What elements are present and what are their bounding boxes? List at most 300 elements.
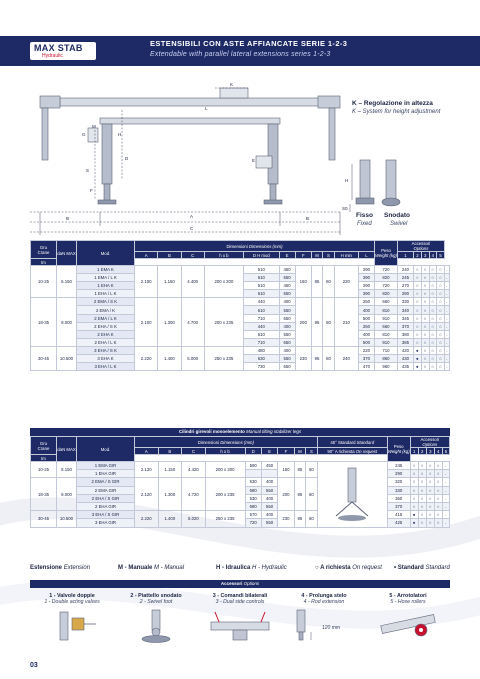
cell-m: 85	[311, 266, 322, 298]
cell-acc: ○	[414, 290, 422, 298]
cell-acc: ○	[410, 502, 418, 510]
cell-acc: .	[446, 315, 448, 321]
th2-acc-col: 3	[426, 448, 434, 455]
cell-f: 160	[295, 266, 311, 298]
th2-acc-col: 2	[418, 448, 426, 455]
label-m: M	[92, 124, 96, 129]
cell-peso: 420	[397, 346, 413, 354]
cell-acc: ○	[421, 314, 429, 322]
label-l: L	[205, 106, 208, 111]
cell-acc: .	[446, 299, 448, 305]
cell-l: 960	[375, 363, 398, 371]
th-acc: Accessori Options	[397, 241, 444, 252]
logo-sub-text: Hydraulic	[42, 53, 63, 59]
cell-l: 720	[375, 266, 398, 274]
th2-col: B	[158, 448, 182, 455]
cell-peso: 380	[397, 330, 413, 338]
cell-e: 550	[261, 519, 277, 527]
cell-d: 440	[244, 322, 279, 330]
cell-acc: ○	[434, 502, 442, 510]
section-stripe: Cilindri girevoli monoelemento Manual tilting stabilizer legs	[30, 428, 450, 436]
cell-peso: 435	[397, 363, 413, 371]
label-k: K	[230, 82, 234, 87]
cell-acc: ○	[421, 298, 429, 306]
cell-acc: ○	[437, 330, 445, 338]
cell-acc: ○	[426, 470, 434, 478]
th-col: A	[135, 252, 158, 259]
cell-hmin: 500	[358, 338, 374, 346]
th-mod: Mod.	[77, 241, 135, 266]
cell-e: 400	[279, 322, 295, 330]
cell-peso: 370	[387, 502, 410, 510]
cell-model: 2 EHA GIR	[77, 502, 135, 510]
cell-peso: 270	[397, 282, 413, 290]
legend	[30, 563, 450, 575]
cell-acc: ○	[437, 274, 445, 282]
cell-acc: .	[446, 347, 448, 353]
th2-acc-col: 1	[410, 448, 418, 455]
cell-acc: .	[446, 275, 448, 281]
cell-hmin: 400	[358, 330, 374, 338]
cell-acc: ○	[414, 298, 422, 306]
cell-peso: 425	[387, 519, 410, 527]
cell-peso: 245	[397, 274, 413, 282]
cell-acc: ○	[421, 290, 429, 298]
cell-peso: 415	[387, 511, 410, 519]
cell-dan: 6.150	[57, 266, 77, 298]
cell-d	[245, 470, 261, 478]
cell-d: 610	[244, 290, 279, 298]
th2-acc-col: 4	[434, 448, 442, 455]
accessory-3-en: 3 - Dual side controls	[215, 599, 265, 605]
swivel-leg-icon	[322, 464, 382, 524]
th-gru: Gru Crane	[31, 241, 57, 259]
cell-a: 2.100	[135, 266, 158, 298]
cell-acc: .	[442, 478, 449, 486]
th-col: H min	[334, 252, 358, 259]
cell-e: 650	[279, 314, 295, 322]
cell-acc: .	[446, 283, 448, 289]
cell-l: 660	[375, 298, 398, 306]
th2-col: S	[306, 448, 318, 455]
cell-e: 550	[261, 502, 277, 510]
cell-d: 570	[245, 511, 261, 519]
th-col: L	[358, 252, 374, 259]
cell-d: 510	[244, 282, 279, 290]
th2-std: 45° Standard Standard	[317, 437, 387, 448]
th-col: h x b	[204, 252, 243, 259]
page-number: 03	[30, 662, 38, 669]
cell-acc: .	[442, 494, 449, 502]
table-row	[31, 511, 450, 519]
page-subtitle: Extendable with parallel lateral extensions series 1-2-3	[150, 51, 331, 58]
label-s0: S0	[342, 206, 348, 211]
swivel-foot-icon	[126, 608, 186, 644]
accessory-5-it: 5 - Arrotolatori	[389, 593, 427, 599]
cell-l: 720	[375, 282, 398, 290]
cell-acc: ○	[429, 322, 437, 330]
cell-l: 910	[375, 338, 398, 346]
label-f: F	[90, 188, 93, 193]
cell-c: 4.420	[182, 462, 206, 478]
cell-peso: 290	[387, 470, 410, 478]
cell-peso: 385	[397, 338, 413, 346]
cell-hmin: 500	[358, 314, 374, 322]
cell-d: 480	[244, 346, 279, 354]
accessories-header: Accessori Options	[30, 580, 450, 588]
accessory-valves	[30, 591, 114, 657]
cell-acc: .	[446, 307, 448, 313]
cell-acc: ○	[421, 266, 429, 274]
cell-acc: ○	[414, 282, 422, 290]
cell-acc: ○	[429, 355, 437, 363]
th2-col: h x b	[205, 448, 245, 455]
cell-l: 860	[375, 355, 398, 363]
valves-icon	[42, 608, 102, 644]
accessory-swivel-foot	[114, 591, 198, 657]
cell-f: 230	[278, 511, 294, 527]
cell-e: 450	[279, 282, 295, 290]
cell-d: 680	[245, 486, 261, 494]
cell-model: 2 EHA K	[77, 330, 135, 338]
cell-e	[261, 470, 277, 478]
cell-acc: ○	[434, 511, 442, 519]
cell-acc: ○	[421, 306, 429, 314]
th-col: E	[279, 252, 295, 259]
th-acc-col: 1	[397, 252, 413, 259]
cell-e: 400	[279, 346, 295, 354]
cell-hb: 200 x 200	[205, 462, 245, 478]
accessory-2-en: 2 - Swivel foot	[139, 599, 173, 605]
cell-acc: .	[442, 519, 449, 527]
cell-peso: 330	[397, 298, 413, 306]
cell-s: 60	[323, 298, 334, 347]
th2-req	[317, 448, 387, 455]
snodato-label-en: Swivel	[390, 221, 408, 227]
cell-model: 2 EHA / S GIR	[77, 494, 135, 502]
cell-l: 910	[375, 314, 398, 322]
cell-model: 1 EMA GIR	[77, 462, 135, 470]
cell-d: 710	[244, 314, 279, 322]
cell-model: 2 EMA / S K	[77, 298, 135, 306]
cell-d: 720	[245, 519, 261, 527]
cell-hmin: 400	[358, 306, 374, 314]
legend-on-request: ○ A richiesta On request	[315, 565, 382, 571]
cell-peso: 320	[387, 478, 410, 486]
table-row	[31, 266, 450, 274]
cell-m: 95	[294, 511, 306, 527]
cell-model: 1 EMA K	[77, 266, 135, 274]
label-e: E	[252, 158, 256, 163]
page-title: ESTENSIBILI CON ASTE AFFIANCATE SERIE 1-2-3	[150, 39, 348, 48]
fisso-label-en: Fixed	[357, 221, 372, 227]
cell-d: 510	[244, 266, 279, 274]
cell-s: 60	[306, 511, 318, 527]
cell-acc: ●	[410, 519, 418, 527]
cell-model: 3 EHA GIR	[77, 519, 135, 527]
th2-req-it: 90° A richiesta	[327, 448, 355, 454]
cell-hb: 250 x 235	[204, 346, 243, 370]
cell-dan: 6.150	[57, 462, 77, 478]
cell-acc: ○	[426, 519, 434, 527]
cell-e: 550	[261, 486, 277, 494]
cell-model: 2 EHA / S K	[77, 322, 135, 330]
cell-acc: ○	[410, 470, 418, 478]
th-col: M	[311, 252, 322, 259]
cell-l: 810	[375, 306, 398, 314]
legend-standard: • Standard Standard	[394, 565, 450, 571]
cell-hmin: 290	[358, 282, 374, 290]
cell-e: 400	[279, 298, 295, 306]
cell-gru: 18-35	[31, 478, 57, 511]
cell-hmin: 290	[358, 266, 374, 274]
cell-acc: ○	[429, 266, 437, 274]
cell-acc: ○	[434, 486, 442, 494]
cell-peso: 245	[387, 462, 410, 470]
cell-hb: 200 x 235	[205, 478, 245, 511]
cell-s: 60	[323, 346, 334, 370]
cell-f: 160	[278, 462, 294, 478]
th2-col: M	[294, 448, 306, 455]
cell-acc: ○	[437, 363, 445, 371]
th2-gru: Gru Crane	[31, 437, 57, 455]
cell-peso: 370	[397, 322, 413, 330]
cell-acc: ○	[434, 470, 442, 478]
cell-acc: ○	[426, 486, 434, 494]
cell-acc: ○	[426, 502, 434, 510]
cell-model: 2 EHA / L K	[77, 338, 135, 346]
label-d: D	[125, 156, 129, 161]
cell-acc: ○	[437, 314, 445, 322]
cell-b: 1.400	[158, 346, 181, 370]
cell-e: 400	[261, 478, 277, 486]
cell-l: 820	[375, 274, 398, 282]
cell-s: 60	[323, 266, 334, 298]
table-row	[31, 478, 450, 486]
cell-peso: 240	[397, 266, 413, 274]
cell-acc: ○	[437, 322, 445, 330]
cell-acc: ○	[414, 306, 422, 314]
cell-acc: ○	[437, 290, 445, 298]
cell-acc: ○	[421, 355, 429, 363]
cell-e: 650	[279, 338, 295, 346]
cell-hmin: 470	[358, 363, 374, 371]
cell-hmin: 250	[358, 298, 374, 306]
cell-peso: 330	[387, 486, 410, 494]
cell-acc: ○	[437, 338, 445, 346]
cell-model: 3 EHA / S GIR	[77, 511, 135, 519]
cell-peso: 340	[397, 306, 413, 314]
cell-l: 710	[375, 346, 398, 354]
cell-a: 2.220	[135, 346, 158, 370]
cell-acc: ○	[418, 470, 426, 478]
cell-peso: 360	[387, 494, 410, 502]
cell-model: 1 EMA / L K	[77, 274, 135, 282]
cell-hmin: 250	[358, 322, 374, 330]
cell-acc: .	[446, 331, 448, 337]
cell-acc: ○	[421, 338, 429, 346]
th2-col: D	[245, 448, 261, 455]
cell-acc: ○	[418, 502, 426, 510]
th2-col: F	[278, 448, 294, 455]
cell-d: 730	[244, 363, 279, 371]
cell-f: 230	[295, 346, 311, 370]
cell-acc: .	[446, 356, 448, 362]
label-h-right: H	[345, 178, 349, 183]
cell-gru: 30-45	[31, 346, 57, 370]
cell-acc: ○	[421, 282, 429, 290]
th2-dan: daN MAX	[57, 437, 77, 462]
cell-d: 530	[245, 494, 261, 502]
rod-length-label: 120 mm	[322, 625, 341, 631]
cell-acc: ○	[418, 462, 426, 470]
cell-acc: ○	[437, 282, 445, 290]
cell-acc: ○	[410, 486, 418, 494]
cell-acc: .	[446, 364, 448, 370]
th2-col: C	[182, 448, 206, 455]
cell-model: 2 EMA GIR	[77, 486, 135, 494]
cell-model: 2 EMA / L K	[77, 314, 135, 322]
cell-acc: .	[446, 323, 448, 329]
cell-acc: ○	[426, 462, 434, 470]
cell-dan: 9.000	[57, 298, 77, 347]
cell-s: 60	[306, 462, 318, 478]
cell-dan: 9.000	[57, 478, 77, 511]
cell-model: 2 EMA / S GIR	[77, 478, 135, 486]
cell-peso: 430	[397, 355, 413, 363]
cell-a: 2.120	[135, 478, 159, 511]
cell-model: 1 EHA / L K	[77, 290, 135, 298]
cell-acc: ○	[434, 478, 442, 486]
cell-acc: ○	[437, 346, 445, 354]
cell-gru: 10-25	[31, 266, 57, 298]
cell-acc: ○	[429, 274, 437, 282]
cell-d: 710	[244, 338, 279, 346]
th2-dims: Dimensioni Dimensions (mm)	[135, 437, 318, 448]
cell-acc: ○	[434, 494, 442, 502]
cell-h: 240	[334, 346, 358, 370]
th2-acc-col: 5	[442, 448, 449, 455]
th2-col: E	[261, 448, 277, 455]
th2-acc: Accessori Options	[410, 437, 449, 448]
cell-b: 1.300	[158, 478, 182, 511]
th2-req-en: On request	[355, 448, 378, 454]
cell-acc: ○	[414, 330, 422, 338]
label-b-left: B	[66, 216, 70, 221]
cell-d: 630	[244, 355, 279, 363]
cell-acc: .	[442, 462, 449, 470]
cell-acc: ○	[421, 363, 429, 371]
cell-hmin: 390	[358, 290, 374, 298]
cell-d: 610	[244, 330, 279, 338]
cell-acc: .	[446, 291, 448, 297]
cell-acc: ○	[414, 338, 422, 346]
cell-acc: ○	[421, 322, 429, 330]
legend-manual: M - Manuale M - Manual	[118, 565, 185, 571]
cell-c: 4.700	[181, 298, 204, 347]
cell-m: 85	[294, 462, 306, 478]
cell-acc: ○	[429, 330, 437, 338]
fisso-label: Fisso	[356, 212, 373, 219]
th2-peso: Peso Weight (kg)	[387, 437, 410, 462]
th-acc-col: 3	[421, 252, 429, 259]
th-dims: Dimensioni Dimensions (mm)	[135, 241, 375, 252]
cell-acc: ○	[429, 306, 437, 314]
cell-e: 450	[261, 462, 277, 470]
hose-rollers-icon	[373, 608, 443, 644]
cell-dan: 10.500	[57, 511, 77, 527]
accessory-4-en: 4 - Rod extension	[303, 599, 345, 605]
cell-e: 550	[279, 306, 295, 314]
cell-acc: ○	[429, 338, 437, 346]
cell-acc: ○	[418, 486, 426, 494]
cell-swivel-drawing	[317, 462, 387, 528]
cell-acc: ○	[429, 282, 437, 290]
spec-table-2	[30, 436, 450, 528]
label-g: G	[82, 132, 86, 137]
cell-acc: ○	[418, 494, 426, 502]
th-tm: tm	[31, 259, 57, 266]
maxistab-logo	[30, 42, 96, 60]
cell-a: 2.120	[135, 462, 159, 478]
cell-gru: 18-35	[31, 298, 57, 347]
cell-e: 550	[279, 274, 295, 282]
label-s: S	[86, 168, 90, 173]
cell-acc: ○	[437, 355, 445, 363]
accessory-1-it: 1 - Valvole doppie	[49, 593, 95, 599]
cell-acc: .	[442, 470, 449, 478]
table-row	[31, 346, 450, 354]
accessory-5-en: 5 - Hose rollers	[390, 599, 426, 605]
cell-d: 680	[245, 502, 261, 510]
th-acc-col: 4	[429, 252, 437, 259]
cell-l: 820	[375, 290, 398, 298]
dual-controls-icon	[205, 608, 275, 644]
cell-acc: .	[442, 486, 449, 494]
cell-m: 95	[294, 478, 306, 511]
th-col: D H mod	[244, 252, 279, 259]
th-col: F	[295, 252, 311, 259]
cell-acc: ●	[414, 363, 422, 371]
cell-model: 3 EHA / L K	[77, 363, 135, 371]
accessory-hose-rollers	[366, 591, 450, 657]
cell-acc: ○	[426, 494, 434, 502]
cell-c: 5.000	[181, 346, 204, 370]
th2-mod: Mod.	[77, 437, 135, 462]
cell-b: 1.150	[158, 462, 182, 478]
th-col: S	[323, 252, 334, 259]
cell-hb: 200 x 235	[204, 298, 243, 347]
cell-acc: .	[442, 502, 449, 510]
cell-acc: ○	[429, 363, 437, 371]
cell-acc: ○	[410, 494, 418, 502]
cell-acc: ○	[414, 274, 422, 282]
cell-d: 610	[244, 274, 279, 282]
cell-e: 550	[279, 290, 295, 298]
cell-hmin: 370	[358, 355, 374, 363]
note-k-it: K – Regolazione in altezza	[352, 100, 433, 107]
cell-acc: ○	[414, 266, 422, 274]
label-c: C	[190, 226, 194, 231]
th-acc-col: 5	[437, 252, 445, 259]
legend-extension: Estensione Extension	[30, 565, 91, 571]
label-b-right: B	[306, 216, 310, 221]
cell-c: 4.400	[181, 266, 204, 298]
cell-h: 210	[334, 298, 358, 347]
cell-acc: ○	[437, 298, 445, 306]
cell-e: 550	[279, 355, 295, 363]
logo-main-text: MAX STAB	[34, 43, 83, 53]
